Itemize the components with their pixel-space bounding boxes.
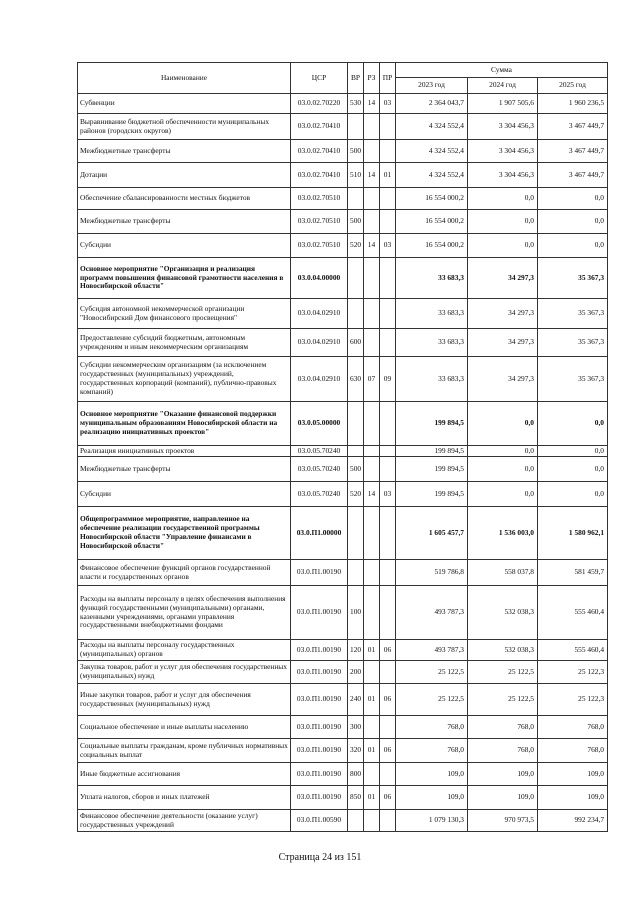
cell-vr: 520 — [348, 482, 364, 507]
cell-2025: 555 460,4 — [538, 640, 608, 661]
cell-vr — [348, 402, 364, 446]
cell-vr: 320 — [348, 739, 364, 763]
cell-2023: 25 122,5 — [396, 684, 468, 716]
cell-name: Закупка товаров, работ и услуг для обеспечения государственных (муниципальных) нужд — [78, 661, 291, 684]
cell-csr: 03.0.05.70240 — [291, 482, 348, 507]
cell-2025: 0,0 — [538, 188, 608, 210]
cell-2025: 0,0 — [538, 234, 608, 258]
cell-csr: 03.0.04.02910 — [291, 357, 348, 402]
cell-2024: 970 973,5 — [468, 810, 538, 832]
cell-csr: 03.0.05.00000 — [291, 402, 348, 446]
cell-2023: 109,0 — [396, 786, 468, 810]
cell-rz — [364, 586, 380, 640]
cell-2023: 493 787,3 — [396, 586, 468, 640]
cell-vr: 530 — [348, 94, 364, 114]
cell-rz — [364, 258, 380, 299]
cell-2023: 1 605 457,7 — [396, 507, 468, 560]
cell-2024: 25 122,5 — [468, 684, 538, 716]
cell-csr: 03.0.02.70510 — [291, 210, 348, 234]
cell-csr: 03.0.05.70240 — [291, 446, 348, 457]
cell-2023: 16 554 000,2 — [396, 188, 468, 210]
cell-pr — [380, 457, 396, 482]
cell-2024: 0,0 — [468, 402, 538, 446]
cell-csr: 03.0.П1.00190 — [291, 586, 348, 640]
cell-rz: 14 — [364, 482, 380, 507]
cell-rz: 01 — [364, 739, 380, 763]
cell-2024: 109,0 — [468, 763, 538, 786]
cell-csr: 03.0.П1.00190 — [291, 739, 348, 763]
cell-2024: 0,0 — [468, 482, 538, 507]
cell-rz — [364, 446, 380, 457]
cell-name: Межбюджетные трансферты — [78, 457, 291, 482]
table-row — [78, 114, 608, 140]
cell-2025: 581 459,7 — [538, 560, 608, 586]
cell-pr — [380, 299, 396, 329]
cell-vr: 520 — [348, 234, 364, 258]
cell-2023: 16 554 000,2 — [396, 210, 468, 234]
cell-csr: 03.0.04.00000 — [291, 258, 348, 299]
cell-pr: 03 — [380, 482, 396, 507]
table-row — [78, 94, 608, 114]
table-row — [78, 357, 608, 402]
cell-vr: 240 — [348, 684, 364, 716]
cell-csr: 03.0.П1.00190 — [291, 640, 348, 661]
cell-pr — [380, 258, 396, 299]
cell-2024: 34 297,3 — [468, 299, 538, 329]
cell-2024: 768,0 — [468, 739, 538, 763]
cell-pr — [380, 810, 396, 832]
cell-2025: 35 367,3 — [538, 299, 608, 329]
table-row — [78, 446, 608, 457]
cell-2025: 109,0 — [538, 763, 608, 786]
cell-2024: 0,0 — [468, 234, 538, 258]
cell-2025: 0,0 — [538, 457, 608, 482]
cell-csr: 03.0.П1.00000 — [291, 507, 348, 560]
cell-pr — [380, 560, 396, 586]
cell-pr: 06 — [380, 739, 396, 763]
cell-rz — [364, 299, 380, 329]
cell-rz — [364, 402, 380, 446]
cell-2023: 25 122,5 — [396, 661, 468, 684]
table-row — [78, 640, 608, 661]
table-header — [78, 63, 608, 94]
table-row — [78, 739, 608, 763]
table-row — [78, 482, 608, 507]
cell-2025: 0,0 — [538, 446, 608, 457]
table-row — [78, 210, 608, 234]
cell-2023: 33 683,3 — [396, 329, 468, 357]
cell-pr: 06 — [380, 786, 396, 810]
cell-name: Основное мероприятие "Организация и реализация программ повышения финансовой грамотности населения в Новосибирской области" — [78, 258, 291, 299]
cell-name: Субсидии — [78, 234, 291, 258]
cell-2023: 493 787,3 — [396, 640, 468, 661]
col-header-sum: Сумма — [396, 63, 608, 78]
cell-rz — [364, 810, 380, 832]
cell-rz: 01 — [364, 640, 380, 661]
cell-pr — [380, 586, 396, 640]
cell-2025: 35 367,3 — [538, 258, 608, 299]
cell-2023: 199 894,5 — [396, 457, 468, 482]
cell-pr — [380, 507, 396, 560]
cell-2025: 992 234,7 — [538, 810, 608, 832]
cell-vr — [348, 114, 364, 140]
col-header-pr: ПР — [380, 63, 396, 94]
cell-vr — [348, 258, 364, 299]
cell-csr: 03.0.02.70410 — [291, 140, 348, 163]
cell-2024: 34 297,3 — [468, 357, 538, 402]
cell-2024: 34 297,3 — [468, 258, 538, 299]
cell-csr: 03.0.П1.00190 — [291, 763, 348, 786]
cell-rz — [364, 507, 380, 560]
table-row — [78, 586, 608, 640]
cell-name: Иные закупки товаров, работ и услуг для обеспечения государственных (муниципальных) нужд — [78, 684, 291, 716]
cell-2023: 768,0 — [396, 716, 468, 739]
col-header-csr: ЦСР — [291, 63, 348, 94]
cell-name: Основное мероприятие "Оказание финансовой поддержки муниципальным образованиям Новосибирской области на реализацию инициативных проектов" — [78, 402, 291, 446]
cell-rz — [364, 329, 380, 357]
cell-2025: 0,0 — [538, 482, 608, 507]
table-row — [78, 329, 608, 357]
cell-csr: 03.0.П1.00590 — [291, 810, 348, 832]
cell-csr: 03.0.02.70410 — [291, 114, 348, 140]
cell-2025: 35 367,3 — [538, 329, 608, 357]
cell-pr — [380, 763, 396, 786]
cell-rz: 01 — [364, 786, 380, 810]
cell-vr: 500 — [348, 457, 364, 482]
cell-name: Расходы на выплаты персоналу государственных (муниципальных) органов — [78, 640, 291, 661]
cell-name: Предоставление субсидий бюджетным, автономным учреждениям и иным некоммерческим организациям — [78, 329, 291, 357]
cell-name: Субсидия автономной некоммерческой организации "Новосибирский Дом финансового просвещения" — [78, 299, 291, 329]
cell-2025: 768,0 — [538, 739, 608, 763]
cell-2025: 35 367,3 — [538, 357, 608, 402]
col-header-rz: РЗ — [364, 63, 380, 94]
cell-vr: 500 — [348, 140, 364, 163]
table-row — [78, 299, 608, 329]
cell-csr: 03.0.04.02910 — [291, 329, 348, 357]
cell-pr: 01 — [380, 163, 396, 188]
cell-rz: 14 — [364, 94, 380, 114]
cell-2025: 1 580 962,1 — [538, 507, 608, 560]
cell-2023: 768,0 — [396, 739, 468, 763]
table-row — [78, 163, 608, 188]
cell-vr — [348, 446, 364, 457]
cell-name: Субсидии — [78, 482, 291, 507]
cell-pr — [380, 210, 396, 234]
cell-2025: 1 960 236,5 — [538, 94, 608, 114]
table-row — [78, 457, 608, 482]
cell-pr: 03 — [380, 234, 396, 258]
cell-2024: 34 297,3 — [468, 329, 538, 357]
cell-vr: 200 — [348, 661, 364, 684]
cell-csr: 03.0.02.70510 — [291, 234, 348, 258]
cell-vr: 850 — [348, 786, 364, 810]
cell-2023: 33 683,3 — [396, 258, 468, 299]
cell-rz: 01 — [364, 684, 380, 716]
cell-name: Иные бюджетные ассигнования — [78, 763, 291, 786]
cell-2024: 558 037,8 — [468, 560, 538, 586]
cell-rz — [364, 188, 380, 210]
cell-rz: 14 — [364, 163, 380, 188]
cell-name: Обеспечение сбалансированности местных бюджетов — [78, 188, 291, 210]
cell-vr: 510 — [348, 163, 364, 188]
cell-2024: 1 536 003,0 — [468, 507, 538, 560]
cell-2024: 3 304 456,3 — [468, 140, 538, 163]
cell-2024: 0,0 — [468, 188, 538, 210]
cell-csr: 03.0.П1.00190 — [291, 560, 348, 586]
cell-vr: 300 — [348, 716, 364, 739]
cell-vr — [348, 810, 364, 832]
cell-csr: 03.0.П1.00190 — [291, 716, 348, 739]
cell-2023: 4 324 552,4 — [396, 163, 468, 188]
table-row — [78, 786, 608, 810]
col-header-2025: 2025 год — [538, 78, 608, 94]
cell-2023: 33 683,3 — [396, 357, 468, 402]
cell-name: Межбюджетные трансферты — [78, 210, 291, 234]
cell-name: Субвенции — [78, 94, 291, 114]
cell-vr — [348, 507, 364, 560]
cell-name: Субсидии некоммерческим организациям (за исключением государственных (муниципальных) учреждений, государственных корпораций (компаний), публично-правовых компаний) — [78, 357, 291, 402]
cell-name: Общепрограммное мероприятие, направленное на обеспечение реализации государственной программы Новосибирской области "Управление финансами в Новосибирской области" — [78, 507, 291, 560]
cell-2024: 1 907 505,6 — [468, 94, 538, 114]
cell-2024: 3 304 456,3 — [468, 163, 538, 188]
cell-name: Выравнивание бюджетной обеспеченности муниципальных районов (городских округов) — [78, 114, 291, 140]
cell-name: Уплата налогов, сборов и иных платежей — [78, 786, 291, 810]
cell-2023: 4 324 552,4 — [396, 114, 468, 140]
table-row — [78, 140, 608, 163]
cell-rz — [364, 716, 380, 739]
cell-vr: 500 — [348, 210, 364, 234]
table-row — [78, 661, 608, 684]
page-number: Страница 24 из 151 — [278, 852, 362, 863]
cell-2025: 3 467 449,7 — [538, 140, 608, 163]
cell-pr: 06 — [380, 640, 396, 661]
table-row — [78, 258, 608, 299]
cell-name: Межбюджетные трансферты — [78, 140, 291, 163]
cell-vr: 600 — [348, 329, 364, 357]
table-row — [78, 402, 608, 446]
cell-2024: 532 038,3 — [468, 640, 538, 661]
cell-rz: 07 — [364, 357, 380, 402]
cell-2025: 3 467 449,7 — [538, 114, 608, 140]
cell-2025: 768,0 — [538, 716, 608, 739]
cell-vr — [348, 188, 364, 210]
col-header-name: Наименование — [78, 63, 291, 94]
cell-csr: 03.0.П1.00190 — [291, 786, 348, 810]
cell-rz — [364, 114, 380, 140]
cell-2025: 3 467 449,7 — [538, 163, 608, 188]
cell-2025: 109,0 — [538, 786, 608, 810]
cell-2023: 1 079 130,3 — [396, 810, 468, 832]
cell-rz — [364, 661, 380, 684]
cell-rz — [364, 763, 380, 786]
cell-2023: 2 364 043,7 — [396, 94, 468, 114]
cell-pr — [380, 661, 396, 684]
cell-2023: 33 683,3 — [396, 299, 468, 329]
cell-2025: 0,0 — [538, 402, 608, 446]
cell-name: Расходы на выплаты персоналу в целях обеспечения выполнения функций государственными (муниципальными) органами, казенными учреждениями, органами управления государственными внебюджетными фондами — [78, 586, 291, 640]
table-row — [78, 234, 608, 258]
cell-pr: 03 — [380, 94, 396, 114]
table-row — [78, 507, 608, 560]
cell-rz — [364, 140, 380, 163]
cell-2024: 25 122,5 — [468, 661, 538, 684]
cell-csr: 03.0.05.70240 — [291, 457, 348, 482]
cell-2023: 199 894,5 — [396, 482, 468, 507]
table-row — [78, 684, 608, 716]
cell-pr — [380, 140, 396, 163]
cell-vr: 630 — [348, 357, 364, 402]
table-row — [78, 716, 608, 739]
cell-2024: 109,0 — [468, 786, 538, 810]
cell-pr — [380, 402, 396, 446]
cell-rz — [364, 560, 380, 586]
cell-csr: 03.0.02.70510 — [291, 188, 348, 210]
cell-name: Финансовое обеспечение деятельности (оказание услуг) государственных учреждений — [78, 810, 291, 832]
cell-vr: 120 — [348, 640, 364, 661]
table-row — [78, 810, 608, 832]
cell-csr: 03.0.П1.00190 — [291, 684, 348, 716]
cell-2023: 16 554 000,2 — [396, 234, 468, 258]
table-row — [78, 560, 608, 586]
cell-2025: 25 122,3 — [538, 661, 608, 684]
cell-csr: 03.0.П1.00190 — [291, 661, 348, 684]
cell-name: Финансовое обеспечение функций органов государственной власти и государственных органов — [78, 560, 291, 586]
cell-pr — [380, 114, 396, 140]
cell-vr: 100 — [348, 586, 364, 640]
cell-2023: 519 786,8 — [396, 560, 468, 586]
cell-2023: 199 894,5 — [396, 446, 468, 457]
cell-2025: 555 460,4 — [538, 586, 608, 640]
table-row — [78, 763, 608, 786]
col-header-2024: 2024 год — [468, 78, 538, 94]
table-row — [78, 188, 608, 210]
cell-pr — [380, 188, 396, 210]
budget-table — [77, 62, 608, 832]
cell-2024: 3 304 456,3 — [468, 114, 538, 140]
cell-2024: 768,0 — [468, 716, 538, 739]
cell-2023: 4 324 552,4 — [396, 140, 468, 163]
cell-2023: 109,0 — [396, 763, 468, 786]
cell-rz: 14 — [364, 234, 380, 258]
cell-rz — [364, 210, 380, 234]
cell-pr — [380, 716, 396, 739]
cell-rz — [364, 457, 380, 482]
cell-2024: 0,0 — [468, 446, 538, 457]
cell-csr: 03.0.02.70410 — [291, 163, 348, 188]
cell-2024: 0,0 — [468, 457, 538, 482]
cell-2023: 199 894,5 — [396, 402, 468, 446]
cell-name: Дотации — [78, 163, 291, 188]
cell-pr: 09 — [380, 357, 396, 402]
cell-vr: 800 — [348, 763, 364, 786]
cell-name: Реализация инициативных проектов — [78, 446, 291, 457]
cell-2025: 25 122,3 — [538, 684, 608, 716]
cell-csr: 03.0.02.70220 — [291, 94, 348, 114]
cell-vr — [348, 299, 364, 329]
cell-pr — [380, 329, 396, 357]
cell-pr — [380, 446, 396, 457]
table-body — [78, 94, 608, 832]
cell-name: Социальные выплаты гражданам, кроме публичных нормативных социальных выплат — [78, 739, 291, 763]
col-header-vr: ВР — [348, 63, 364, 94]
cell-2024: 532 038,3 — [468, 586, 538, 640]
cell-2024: 0,0 — [468, 210, 538, 234]
cell-vr — [348, 560, 364, 586]
cell-name: Социальное обеспечение и иные выплаты населению — [78, 716, 291, 739]
col-header-2023: 2023 год — [396, 78, 468, 94]
cell-csr: 03.0.04.02910 — [291, 299, 348, 329]
cell-2025: 0,0 — [538, 210, 608, 234]
cell-pr: 06 — [380, 684, 396, 716]
